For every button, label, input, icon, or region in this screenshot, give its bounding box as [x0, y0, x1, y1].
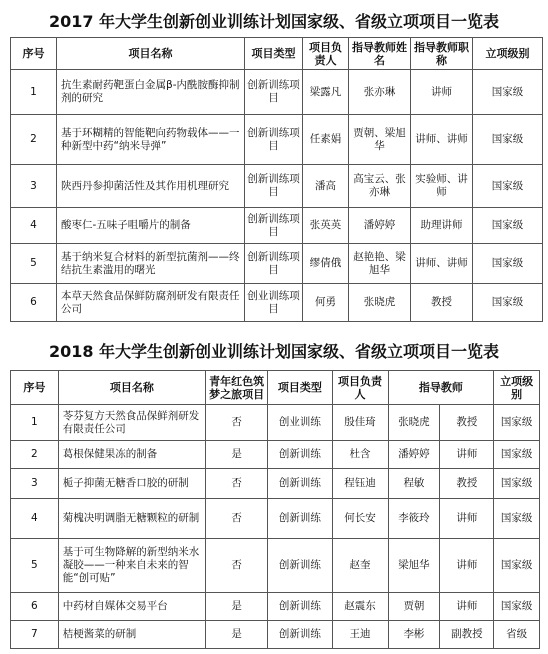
- cell: 创新训练项目: [245, 115, 303, 165]
- cell: 3: [11, 469, 59, 499]
- table1-header: 项目名称: [57, 38, 245, 70]
- cell: 基于环糊精的智能靶向药物载体——一种新型中药“纳米导弹”: [57, 115, 245, 165]
- table1-header: 项目负责人: [303, 38, 349, 70]
- table-row: [11, 499, 540, 539]
- cell: 梁露凡: [303, 70, 349, 115]
- table1-header: 立项级别: [473, 38, 543, 70]
- table-row: [11, 469, 540, 499]
- table1-header: 项目类型: [245, 38, 303, 70]
- cell: 程钰迪: [332, 469, 388, 499]
- cell: 教授: [411, 284, 473, 322]
- cell: 4: [11, 499, 59, 539]
- cell: 6: [11, 284, 57, 322]
- cell: 5: [11, 244, 57, 284]
- cell: 中药材自媒体交易平台: [58, 593, 205, 621]
- project-table-2018: [10, 370, 540, 649]
- cell: 否: [205, 499, 267, 539]
- cell: 国家级: [494, 469, 540, 499]
- cell: 讲师: [440, 593, 494, 621]
- project-table-2017: [10, 37, 543, 322]
- cell: 国家级: [494, 405, 540, 441]
- table1-header: 序号: [11, 38, 57, 70]
- cell: 贾朝: [388, 593, 440, 621]
- cell: 何勇: [303, 284, 349, 322]
- cell: 国家级: [494, 539, 540, 593]
- cell: 3: [11, 165, 57, 208]
- cell: 2: [11, 441, 59, 469]
- cell: 是: [205, 593, 267, 621]
- cell: 国家级: [473, 284, 543, 322]
- cell: 李彬: [388, 621, 440, 649]
- cell: 国家级: [494, 441, 540, 469]
- cell: 赵艳艳、梁旭华: [349, 244, 411, 284]
- table1-header: 指导教师职称: [411, 38, 473, 70]
- cell: 潘高: [303, 165, 349, 208]
- table-row: [11, 621, 540, 649]
- cell: 桔梗酱菜的研制: [58, 621, 205, 649]
- cell: 创新训练: [268, 499, 332, 539]
- table-row: [11, 208, 543, 244]
- cell: 国家级: [473, 70, 543, 115]
- cell: 讲师: [440, 499, 494, 539]
- cell: 创新训练项目: [245, 70, 303, 115]
- cell: 创新训练: [268, 469, 332, 499]
- cell: 基于纳米复合材料的新型抗菌剂——终结抗生素滥用的曙光: [57, 244, 245, 284]
- cell: 4: [11, 208, 57, 244]
- cell: 是: [205, 621, 267, 649]
- cell: 否: [205, 469, 267, 499]
- cell: 国家级: [473, 244, 543, 284]
- table-row: [11, 441, 540, 469]
- cell: 赵震东: [332, 593, 388, 621]
- cell: 贾朝、梁旭华: [349, 115, 411, 165]
- cell: 创新训练项目: [245, 165, 303, 208]
- table-row: [11, 115, 543, 165]
- cell: 讲师、讲师: [411, 115, 473, 165]
- cell: 创新训练项目: [245, 244, 303, 284]
- table-row: [11, 70, 543, 115]
- table-row: [11, 244, 543, 284]
- cell: 创新训练: [268, 593, 332, 621]
- table-row: [11, 405, 540, 441]
- cell: 栀子抑菌无糖香口胶的研制: [58, 469, 205, 499]
- cell: 讲师: [440, 539, 494, 593]
- cell: 讲师: [411, 70, 473, 115]
- cell: 陕西丹参抑菌活性及其作用机理研究: [57, 165, 245, 208]
- cell: 国家级: [473, 208, 543, 244]
- cell: 赵奎: [332, 539, 388, 593]
- cell: 创新训练: [268, 621, 332, 649]
- cell: 教授: [440, 469, 494, 499]
- cell: 否: [205, 405, 267, 441]
- table1-title: 2017 年大学生创新创业训练计划国家级、省级立项项目一览表: [48, 12, 500, 31]
- cell: 创业训练项目: [245, 284, 303, 322]
- cell: 张英英: [303, 208, 349, 244]
- table2-header: 项目负责人: [332, 371, 388, 405]
- table2-header: 青年红色筑梦之旅项目: [205, 371, 267, 405]
- cell: 讲师: [440, 441, 494, 469]
- cell: 梁旭华: [388, 539, 440, 593]
- table-row: [11, 539, 540, 593]
- cell: 苓芬复方天然食品保鲜剂研发有限责任公司: [58, 405, 205, 441]
- cell: 酸枣仁-五味子咀嚼片的制备: [57, 208, 245, 244]
- cell: 国家级: [494, 593, 540, 621]
- table-row: [11, 593, 540, 621]
- cell: 创新训练: [268, 441, 332, 469]
- cell: 实验师、讲师: [411, 165, 473, 208]
- cell: 高宝云、张亦琳: [349, 165, 411, 208]
- table2-header: 立项级别: [494, 371, 540, 405]
- cell: 任素娟: [303, 115, 349, 165]
- cell: 何长安: [332, 499, 388, 539]
- table2-header: 序号: [11, 371, 59, 405]
- table-row: [11, 165, 543, 208]
- cell: 抗生素耐药靶蛋白金属β-内酰胺酶抑制剂的研究: [57, 70, 245, 115]
- cell: 讲师、讲师: [411, 244, 473, 284]
- table2-header: 指导教师: [388, 371, 494, 405]
- table2-header-row: [11, 371, 540, 405]
- cell: 创业训练: [268, 405, 332, 441]
- cell: 创新训练项目: [245, 208, 303, 244]
- cell: 葛根保健果冻的制备: [58, 441, 205, 469]
- cell: 1: [11, 405, 59, 441]
- cell: 程敏: [388, 469, 440, 499]
- cell: 殷佳琦: [332, 405, 388, 441]
- cell: 张晓虎: [388, 405, 440, 441]
- cell: 2: [11, 115, 57, 165]
- cell: 教授: [440, 405, 494, 441]
- cell: 国家级: [494, 499, 540, 539]
- table2-title: 2018 年大学生创新创业训练计划国家级、省级立项项目一览表: [48, 342, 500, 361]
- cell: 是: [205, 441, 267, 469]
- table2-header: 项目名称: [58, 371, 205, 405]
- table2-header: 项目类型: [268, 371, 332, 405]
- cell: 否: [205, 539, 267, 593]
- cell: 5: [11, 539, 59, 593]
- cell: 杜含: [332, 441, 388, 469]
- cell: 潘婷婷: [349, 208, 411, 244]
- cell: 菊槐决明调脂无糖颗粒的研制: [58, 499, 205, 539]
- cell: 省级: [494, 621, 540, 649]
- cell: 基于可生物降解的新型纳米水凝胶——一种来自未来的智能“创可贴”: [58, 539, 205, 593]
- cell: 创新训练: [268, 539, 332, 593]
- cell: 李筱玲: [388, 499, 440, 539]
- cell: 张亦琳: [349, 70, 411, 115]
- cell: 王迪: [332, 621, 388, 649]
- cell: 潘婷婷: [388, 441, 440, 469]
- cell: 1: [11, 70, 57, 115]
- cell: 缪倩俄: [303, 244, 349, 284]
- cell: 助理讲师: [411, 208, 473, 244]
- cell: 7: [11, 621, 59, 649]
- table1-header-row: [11, 38, 543, 70]
- cell: 副教授: [440, 621, 494, 649]
- cell: 国家级: [473, 115, 543, 165]
- cell: 国家级: [473, 165, 543, 208]
- table1-header: 指导教师姓名: [349, 38, 411, 70]
- table-row: [11, 284, 543, 322]
- cell: 本草天然食品保鲜防腐剂研发有限责任公司: [57, 284, 245, 322]
- cell: 张晓虎: [349, 284, 411, 322]
- cell: 6: [11, 593, 59, 621]
